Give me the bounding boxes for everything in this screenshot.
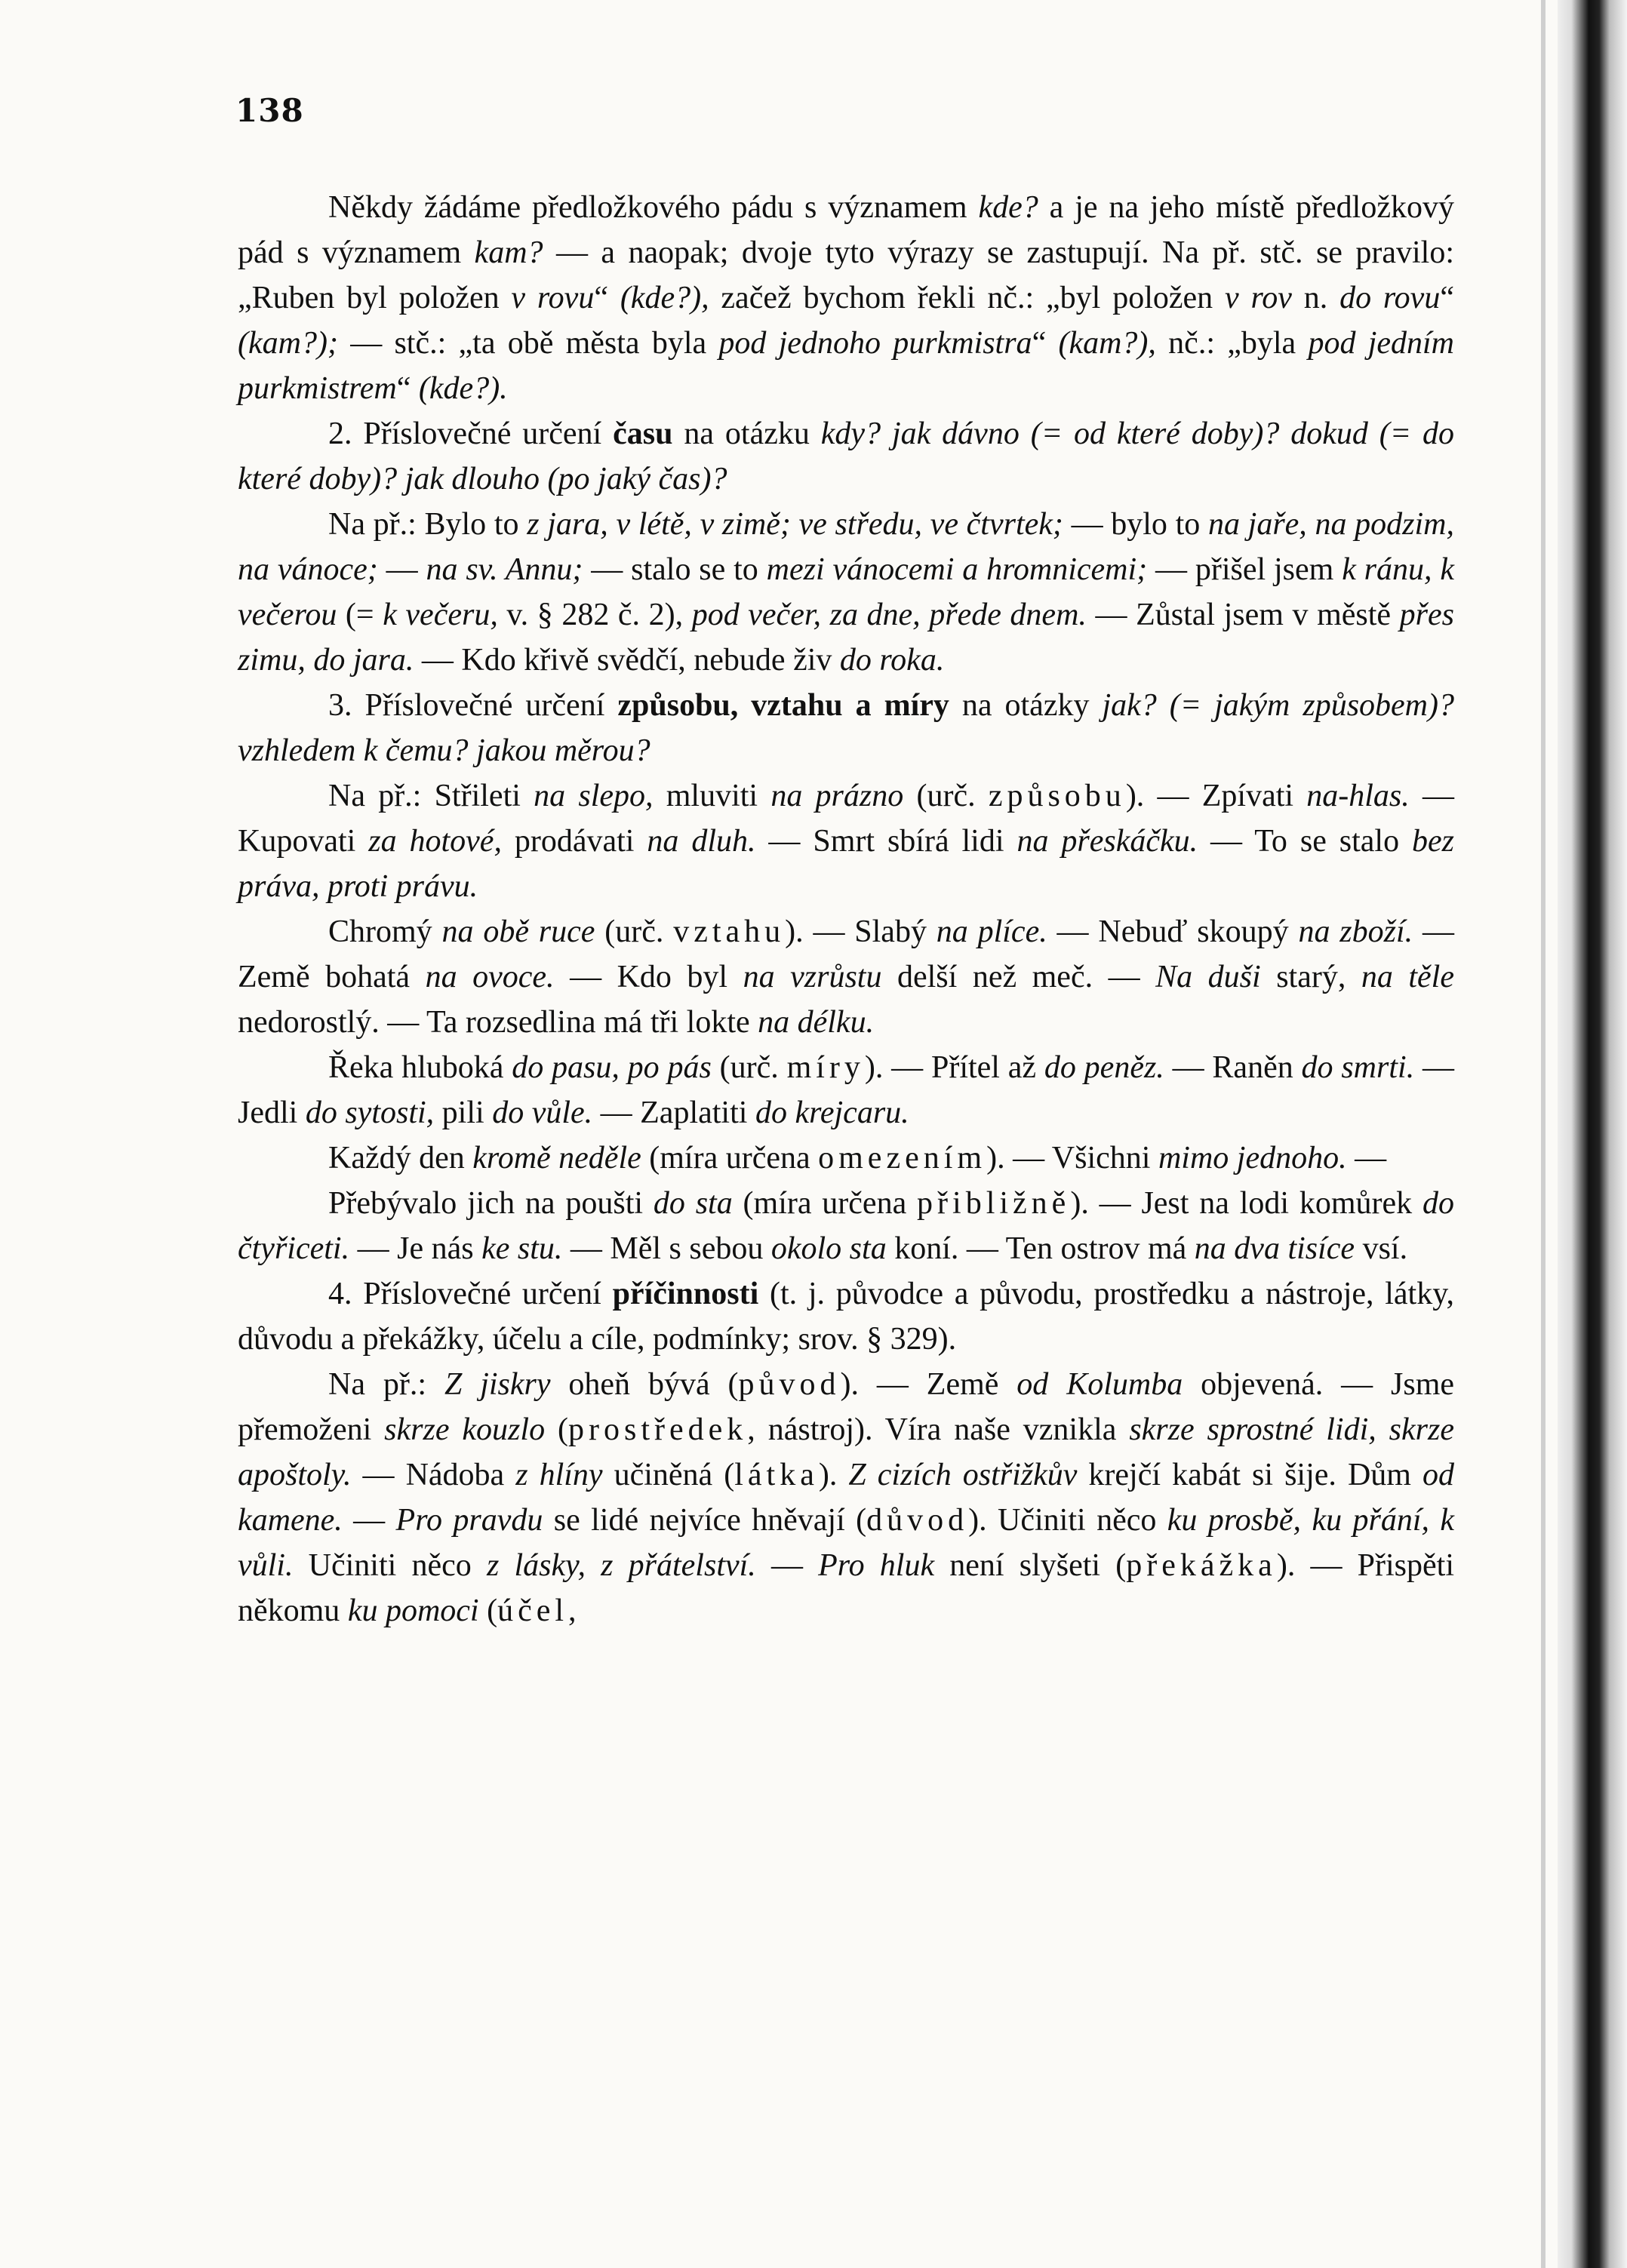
bold-text: času	[613, 416, 673, 451]
text-run: — Jedli	[238, 1050, 1455, 1130]
text-run: ). — Slabý	[785, 914, 937, 949]
text-run: —	[1346, 1141, 1387, 1175]
italic-text: skrze sprostné lidi, skrze apoštoly.	[238, 1412, 1455, 1492]
text-run: pili	[434, 1096, 493, 1130]
text-run: “	[396, 371, 419, 406]
text-run: (=	[337, 598, 383, 632]
italic-text: k večeru,	[383, 598, 498, 632]
page-number: 138	[235, 92, 304, 129]
italic-text: Pro pravdu	[395, 1503, 543, 1538]
page-edge-line	[1541, 0, 1545, 2268]
text-run: nč.: „byla	[1155, 326, 1309, 361]
text-run: ). Učiniti něco	[968, 1503, 1167, 1538]
text-run: delší než meč. —	[881, 960, 1156, 994]
paragraph-9	[238, 1181, 1454, 1271]
text-run: mluviti	[653, 779, 771, 813]
text-run: ). — Přispěti někomu	[238, 1548, 1455, 1628]
text-run: 2. Příslovečné určení	[328, 416, 614, 451]
italic-text: v rovu	[511, 281, 595, 315]
italic-text: z lásky, z přátelství.	[486, 1548, 756, 1583]
italic-text: kam?	[474, 235, 543, 270]
italic-text: okolo sta	[770, 1231, 887, 1266]
text-run: (míra určena	[732, 1186, 918, 1221]
text-run: — Měl s sebou	[562, 1231, 771, 1266]
paragraph-4	[238, 683, 1454, 773]
spaced-text: způsobu	[988, 779, 1126, 813]
italic-text: Na duši	[1155, 960, 1261, 994]
text-run: učiněná (	[602, 1458, 735, 1492]
italic-text: do peněz.	[1044, 1050, 1164, 1085]
italic-text: skrze kouzlo	[384, 1412, 546, 1447]
text-run: — stalo se to	[583, 552, 767, 587]
text-run: oheň bývá (	[550, 1367, 739, 1402]
text-run: Na př.: Střileti	[328, 779, 534, 813]
italic-text: pod jednoho purkmistra	[718, 326, 1032, 361]
text-run: vsí.	[1355, 1231, 1408, 1266]
text-run: krejčí kabát si šije. Dům	[1077, 1458, 1422, 1492]
text-run: (urč.	[711, 1050, 787, 1085]
italic-text: mezi vánocemi a hromnicemi;	[766, 552, 1148, 587]
paragraph-7	[238, 1045, 1454, 1136]
text-run: ). — Země	[840, 1367, 1017, 1402]
text-run: objevená. — Jsme přemoženi	[238, 1367, 1455, 1447]
text-run: — bylo to	[1063, 507, 1208, 542]
bold-text: způsobu, vztahu a míry	[617, 688, 949, 723]
spaced-text: omezením	[818, 1141, 987, 1175]
text-run: se lidé nejvíce hněvají (	[543, 1503, 867, 1538]
text-run: ). — Jest na lodi komůrek	[1070, 1186, 1422, 1221]
italic-text: do smrti.	[1301, 1050, 1415, 1085]
text-run: — Raněn	[1164, 1050, 1302, 1085]
italic-text: z hlíny	[515, 1458, 603, 1492]
italic-text: na sv. Annu;	[426, 552, 583, 587]
text-run: (t. j. původce a původu, prostředku a nástroje, látky, důvodu a překážky, účelu a cíle, podmínky; srov. § 329).	[238, 1277, 1454, 1357]
spaced-text: látka	[734, 1458, 819, 1492]
italic-text: (kam?),	[1058, 326, 1156, 361]
italic-text: do rovu	[1339, 281, 1441, 315]
text-run: (	[478, 1593, 498, 1628]
text-run: — Smrt sbírá lidi	[755, 824, 1017, 859]
italic-text: na obě ruce	[441, 914, 595, 949]
text-run: (míra určena	[641, 1141, 819, 1175]
paragraph-10	[238, 1271, 1454, 1362]
italic-text: na jaře, na podzim, na vánoce;	[238, 507, 1455, 587]
page-body	[238, 185, 1454, 1633]
paragraph-5	[238, 773, 1454, 909]
text-run: ).	[818, 1458, 849, 1492]
text-run: — stč.: „ta obě města byla	[337, 326, 719, 361]
book-spine-edge	[1558, 0, 1627, 2268]
italic-text: do čtyřiceti.	[238, 1186, 1454, 1266]
italic-text: z jara, v létě, v zimě; ve středu, ve čtvrtek;	[527, 507, 1063, 542]
text-run: ). — Všichni	[986, 1141, 1158, 1175]
spaced-text: vztahu	[673, 914, 786, 949]
text-run: — a naopak; dvoje tyto výrazy se zastupují. Na př. stč. se pravilo: „Ruben byl položen	[238, 235, 1454, 315]
italic-text: kde?	[978, 190, 1038, 225]
italic-text: do sta	[653, 1186, 733, 1221]
italic-text: do krejcaru.	[755, 1096, 909, 1130]
italic-text: do roka.	[839, 643, 945, 678]
text-run: na otázku	[672, 416, 821, 451]
italic-text: Z cizích ostřižkův	[848, 1458, 1078, 1492]
text-run: Učiniti něco	[293, 1548, 487, 1583]
italic-text: do sytosti,	[305, 1096, 435, 1130]
text-run: — Nádoba	[351, 1458, 516, 1492]
text-run: —	[755, 1548, 819, 1583]
italic-text: kdy? jak dávno (= od které doby)? dokud (= do které doby)? jak dlouho (po jaký čas)?	[238, 416, 1455, 496]
text-run: Někdy žádáme předložkového pádu s významem	[328, 190, 979, 225]
text-run: 3. Příslovečné určení	[328, 688, 618, 723]
spaced-text: přibližně	[917, 1186, 1071, 1221]
italic-text: do vůle.	[492, 1096, 593, 1130]
italic-text: od Kolumba	[1016, 1367, 1183, 1402]
italic-text: na dluh.	[647, 824, 756, 859]
paragraph-8	[238, 1136, 1454, 1181]
italic-text: ke stu.	[481, 1231, 563, 1266]
text-run: Každý den	[328, 1141, 473, 1175]
italic-text: na plíce.	[936, 914, 1047, 949]
text-run: — Zaplatiti	[592, 1096, 755, 1130]
italic-text: Pro hluk	[818, 1548, 935, 1583]
spaced-text: důvod	[866, 1503, 969, 1538]
text-run: n.	[1291, 281, 1340, 315]
paragraph-2	[238, 411, 1454, 502]
text-run: nedorostlý. — Ta rozsedlina má tři lokte	[238, 1005, 758, 1040]
italic-text: ku pomoci	[347, 1593, 479, 1628]
text-run: — To se stalo	[1198, 824, 1412, 859]
italic-text: jak? (= jakým způsobem)? vzhledem k čemu? jakou měrou?	[238, 688, 1454, 768]
text-run: v. § 282 č. 2),	[497, 598, 692, 632]
text-run: —	[342, 1503, 396, 1538]
italic-text: na-hlas.	[1306, 779, 1410, 813]
text-run: není slyšeti (	[934, 1548, 1127, 1583]
italic-text: pod jedním purkmistrem	[238, 326, 1455, 406]
text-run: “	[1032, 326, 1059, 361]
italic-text: k ránu, k večerou	[238, 552, 1455, 632]
text-run: 4. Příslovečné určení	[328, 1277, 613, 1311]
italic-text: do pasu, po pás	[512, 1050, 712, 1085]
text-run: (	[545, 1412, 568, 1447]
spaced-text: míry	[786, 1050, 865, 1085]
text-run: — Je nás	[349, 1231, 482, 1266]
text-run: starý,	[1260, 960, 1361, 994]
text-run: — přišel jsem	[1147, 552, 1343, 587]
text-run: a je na jeho místě předložkový pád s významem	[238, 190, 1454, 270]
italic-text: na slepo,	[534, 779, 654, 813]
italic-text: na délku.	[758, 1005, 875, 1040]
text-run: koní. — Ten ostrov má	[886, 1231, 1195, 1266]
text-run: — Nebuď skoupý	[1047, 914, 1299, 949]
text-run: — Kdo byl	[554, 960, 743, 994]
text-run: — Zůstal jsem v městě	[1086, 598, 1400, 632]
italic-text: Z jiskry	[444, 1367, 551, 1402]
italic-text: na zboží.	[1298, 914, 1413, 949]
italic-text: mimo jednoho.	[1158, 1141, 1347, 1175]
text-run: — Země bohatá	[238, 914, 1454, 994]
italic-text: v rov	[1224, 281, 1292, 315]
text-run: Řeka hluboká	[328, 1050, 512, 1085]
text-run: začež bychom řekli nč.: „byl položen	[709, 281, 1225, 315]
text-run: “	[594, 281, 620, 315]
italic-text: za hotové,	[368, 824, 502, 859]
italic-text: na ovoce.	[425, 960, 555, 994]
text-run: “	[1440, 281, 1454, 315]
paragraph-11	[238, 1362, 1454, 1633]
spaced-text: překážka	[1126, 1548, 1277, 1583]
text-run: Přebývalo jich na poušti	[328, 1186, 654, 1221]
italic-text: (kam?);	[238, 326, 338, 361]
text-run: ). — Přítel až	[864, 1050, 1044, 1085]
text-run: Na př.:	[328, 1367, 444, 1402]
text-run: — Kdo křivě svědčí, nebude živ	[414, 643, 840, 678]
text-run: , nástroj). Víra naše vznikla	[747, 1412, 1130, 1447]
italic-text: kromě neděle	[472, 1141, 641, 1175]
text-run: ). — Zpívati	[1125, 779, 1307, 813]
italic-text: ku prosbě, ku přání, k vůli.	[238, 1503, 1455, 1583]
italic-text: na prázno	[770, 779, 904, 813]
italic-text: bez práva, proti právu.	[238, 824, 1454, 904]
text-run: prodávati	[501, 824, 647, 859]
spaced-text: účel,	[497, 1593, 581, 1628]
italic-text: na vzrůstu	[743, 960, 882, 994]
italic-text: na dva tisíce	[1194, 1231, 1355, 1266]
spaced-text: původ	[738, 1367, 841, 1402]
text-run: (urč.	[595, 914, 674, 949]
text-run: —	[377, 552, 426, 587]
italic-text: přes zimu, do jara.	[238, 598, 1454, 678]
italic-text: na těle	[1361, 960, 1454, 994]
bold-text: příčinnosti	[612, 1277, 759, 1311]
italic-text: od kamene.	[238, 1458, 1454, 1538]
text-run: Na př.: Bylo to	[328, 507, 527, 542]
spaced-text: prostředek	[568, 1412, 748, 1447]
italic-text: na přeskáčku.	[1016, 824, 1198, 859]
text-run: na otázky	[949, 688, 1103, 723]
paragraph-1	[238, 185, 1454, 411]
text-run: (urč.	[903, 779, 989, 813]
paragraph-6	[238, 909, 1454, 1045]
italic-text: pod večer, za dne, přede dnem.	[691, 598, 1087, 632]
italic-text: (kde?),	[620, 281, 709, 315]
text-run: — Kupovati	[238, 779, 1455, 859]
paragraph-3	[238, 502, 1454, 683]
text-run: Chromý	[328, 914, 442, 949]
italic-text: (kde?).	[418, 371, 508, 406]
